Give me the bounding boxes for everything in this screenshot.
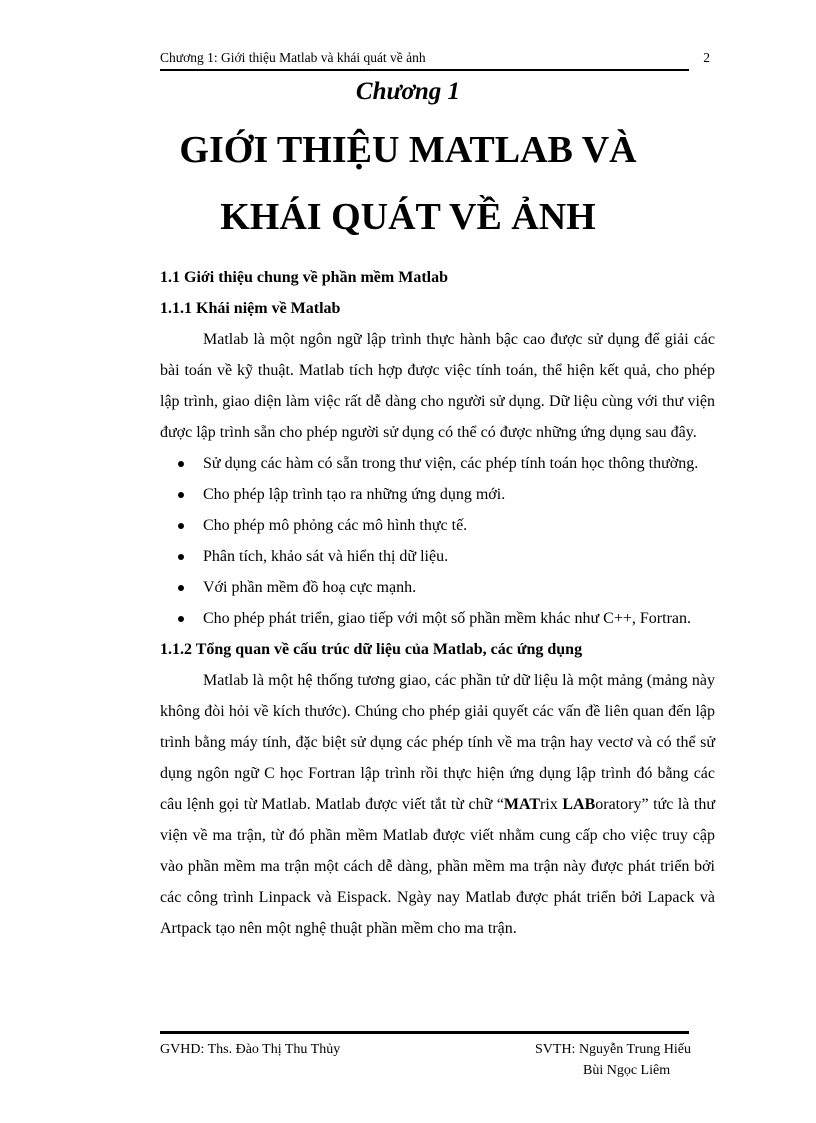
list-item: Với phần mềm đồ hoạ cực mạnh.	[160, 572, 715, 603]
bullet-icon	[178, 523, 184, 529]
running-header-title: Chương 1: Giới thiệu Matlab và khái quát về ảnh	[160, 50, 426, 65]
bullet-icon	[178, 554, 184, 560]
bullet-icon	[178, 585, 184, 591]
footer-rule	[160, 1031, 689, 1034]
bullet-icon	[178, 461, 184, 467]
paragraph-data-structure: Matlab là một hệ thống tương giao, các phần tử dữ liệu là một mảng (mảng này không đòi hỏi về kích thước). Chúng cho phép giải quyết các vấn đề liên quan đến lập trình bằng máy tính, đặc biệt sử dụng các phép tính về ma trận hay vectơ và có thể sử dụng ngôn ngữ C học Fortran lập trình rồi thực hiện ứng dụng lập trình đó bằng các câu lệnh gọi từ Matlab. Matlab được viết tắt từ chữ “MATrix LABoratory” tức là thư viện về ma trận, từ đó phần mềm Matlab được viết nhằm cung cấp cho việc truy cập vào phần mềm ma trận một cách dễ dàng, phần mềm ma trận này được phát triển bởi các công trình Linpack và Eispack. Ngày nay Matlab được phát triển bởi Lapack và Artpack tạo nên một nghệ thuật phần mềm cho ma trận.	[160, 672, 716, 937]
section-heading-1-1: 1.1 Giới thiệu chung về phần mềm Matlab	[160, 269, 448, 286]
advisor-name: GVHD: Ths. Đào Thị Thu Thủy	[160, 1042, 341, 1057]
list-item: Cho phép phát triển, giao tiếp với một số phần mềm khác như C++, Fortran.	[160, 603, 715, 634]
section-heading-1-1-1: 1.1.1 Khái niệm về Matlab	[160, 300, 341, 317]
bullet-icon	[178, 492, 184, 498]
chapter-title-line-2: KHÁI QUÁT VỀ ẢNH	[220, 196, 596, 238]
list-item: Phân tích, khảo sát và hiển thị dữ liệu.	[160, 541, 715, 572]
list-item: Cho phép mô phỏng các mô hình thực tế.	[160, 510, 715, 541]
chapter-label: Chương 1	[355, 78, 461, 105]
document-body	[160, 262, 715, 944]
section-heading-1-1-2: 1.1.2 Tổng quan về cấu trúc dữ liệu của Matlab, các ứng dụng	[160, 641, 583, 658]
list-item: Cho phép lập trình tạo ra những ứng dụng mới.	[160, 479, 715, 510]
feature-list	[160, 448, 715, 634]
student-names	[535, 1039, 691, 1081]
header-rule	[160, 69, 689, 71]
page-number: 2	[703, 50, 710, 65]
paragraph-matlab-concept: Matlab là một ngôn ngữ lập trình thực hành bậc cao được sử dụng để giải các bài toán về kỹ thuật. Matlab tích hợp được việc tính toán, thể hiện kết quả, cho phép lập trình, giao diện làm việc rất dễ dàng cho người sử dụng. Dữ liệu cùng với thư viện được lập trình sẵn cho phép người sử dụng có thể có được những ứng dụng sau đây.	[160, 331, 715, 441]
bullet-icon	[178, 616, 184, 622]
page-header	[160, 48, 716, 70]
chapter-title-line-1: GIỚI THIỆU MATLAB VÀ	[179, 129, 637, 171]
list-item: Sử dụng các hàm có sẵn trong thư viện, các phép tính toán học thông thường.	[160, 448, 715, 479]
student-line-2: Bùi Ngọc Liêm	[583, 1063, 671, 1078]
student-line-1: SVTH: Nguyễn Trung Hiếu	[535, 1042, 691, 1057]
